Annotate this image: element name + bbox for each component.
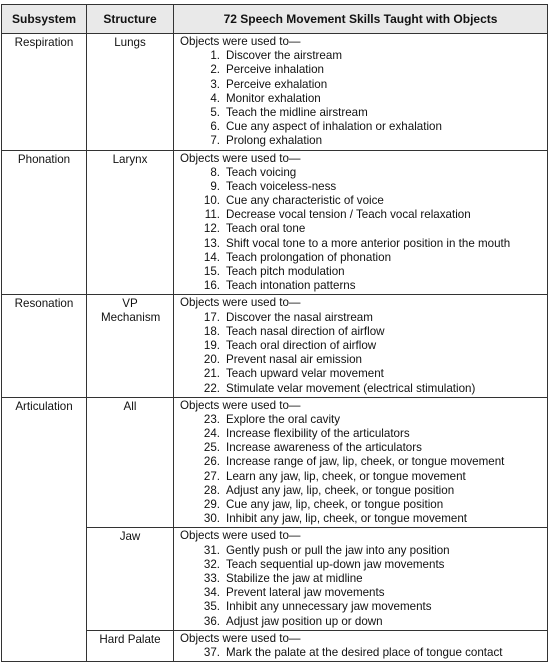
skill-item (180, 512, 547, 526)
skill-text: Teach pitch modulation (226, 265, 345, 278)
skill-number: 22. (203, 381, 220, 395)
skill-item (180, 382, 547, 396)
skill-number: 32. (203, 557, 220, 571)
skill-item (180, 441, 547, 455)
skill-text: Teach nasal direction of airflow (226, 324, 385, 338)
table-row (2, 34, 548, 151)
skill-item (180, 134, 547, 148)
skill-text: Stabilize the jaw at midline (226, 571, 363, 585)
skill-item (180, 311, 547, 325)
skill-number: 13. (203, 236, 220, 250)
skill-text: Gently push or pull the jaw into any position (226, 543, 450, 557)
structure-cell: All (87, 397, 174, 528)
skills-lead-text: Objects were used to— (180, 151, 301, 165)
skill-text: Cue any characteristic of voice (226, 194, 384, 208)
table-row (2, 295, 548, 397)
skills-cell (174, 630, 548, 661)
skills-cell (174, 150, 548, 295)
skill-number: 30. (203, 512, 220, 526)
skill-text: Decrease vocal tension / Teach vocal relaxation (226, 208, 471, 222)
skill-text: Discover the nasal airstream (226, 310, 373, 324)
skill-item (180, 78, 547, 92)
subsystem-cell: Respiration (2, 34, 87, 151)
header-skills: 72 Speech Movement Skills Taught with Objects (174, 5, 548, 34)
skill-number: 1. (210, 49, 220, 63)
skills-cell (174, 528, 548, 630)
skill-text: Adjust jaw position up or down (226, 614, 383, 628)
skill-number: 18. (203, 324, 220, 338)
skill-text: Teach oral tone (226, 222, 306, 236)
skill-number: 2. (210, 63, 220, 77)
skill-number: 9. (210, 179, 220, 193)
skill-number: 28. (203, 483, 220, 497)
skill-number: 8. (210, 165, 220, 179)
skill-item (180, 279, 547, 293)
skill-item (180, 586, 547, 600)
subsystem-cell: Articulation (2, 397, 87, 661)
skill-number: 34. (203, 586, 220, 600)
subsystem-cell: Phonation (2, 150, 87, 295)
skill-item (180, 251, 547, 265)
skill-number: 24. (203, 427, 220, 441)
skill-number: 14. (203, 250, 220, 264)
skill-item (180, 120, 547, 134)
header-structure: Structure (87, 5, 174, 34)
structure-cell: Jaw (87, 528, 174, 630)
skill-number: 33. (203, 571, 220, 585)
skill-item (180, 166, 547, 180)
table-row (2, 397, 548, 528)
skill-item (180, 353, 547, 367)
skill-number: 10. (203, 194, 220, 208)
skill-item (180, 208, 547, 222)
skill-number: 36. (203, 614, 220, 628)
skill-number: 21. (203, 367, 220, 381)
skill-text: Perceive exhalation (226, 77, 328, 91)
skill-number: 4. (210, 91, 220, 105)
skills-lead-text: Objects were used to— (180, 35, 301, 48)
skills-cell (174, 397, 548, 528)
subsystem-cell: Resonation (2, 295, 87, 397)
skill-item (180, 49, 547, 63)
skill-text: Learn any jaw, lip, cheek, or tongue movement (226, 469, 466, 483)
skill-text: Prevent lateral jaw movements (226, 586, 385, 600)
skill-number: 11. (204, 208, 220, 222)
structure-cell: Larynx (87, 150, 174, 295)
skills-table-document (1, 4, 548, 659)
skill-text: Teach prolongation of phonation (226, 250, 392, 264)
skill-text: Stimulate velar movement (electrical stimulation) (226, 381, 476, 395)
skill-item (180, 180, 547, 194)
skill-text: Prevent nasal air emission (226, 353, 362, 367)
skill-item (180, 92, 547, 106)
skill-text: Explore the oral cavity (226, 412, 341, 426)
skill-item (180, 265, 547, 279)
skill-number: 20. (203, 353, 220, 367)
skill-text: Teach upward velar movement (226, 367, 384, 381)
skill-number: 26. (203, 455, 220, 469)
header-subsystem: Subsystem (2, 5, 87, 34)
skill-item (180, 615, 547, 629)
skill-text: Teach sequential up-down jaw movements (226, 557, 445, 571)
skill-item (180, 339, 547, 353)
skill-number: 12. (203, 222, 220, 236)
skill-text: Cue any aspect of inhalation or exhalation (226, 120, 442, 134)
skill-text: Teach voiceless-ness (226, 179, 337, 193)
skill-item (180, 544, 547, 558)
skill-item (180, 455, 547, 469)
skills-cell (174, 295, 548, 397)
skill-number: 23. (203, 412, 220, 426)
skill-text: Cue any jaw, lip, cheek, or tongue position (226, 498, 444, 511)
skill-number: 29. (203, 498, 220, 511)
skill-text: Increase awareness of the articulators (226, 441, 422, 455)
skill-number: 7. (210, 134, 220, 148)
skill-text: Shift vocal tone to a more anterior position in the mouth (226, 236, 511, 250)
skills-lead-text: Objects were used to— (180, 398, 301, 412)
skills-lead-text: Objects were used to— (180, 529, 301, 543)
skill-item (180, 558, 547, 572)
skill-text: Teach oral direction of airflow (226, 338, 377, 352)
skill-item (180, 194, 547, 208)
skill-item (180, 222, 547, 236)
skill-text: Increase range of jaw, lip, cheek, or tongue movement (226, 455, 505, 469)
skill-number: 16. (203, 279, 220, 293)
skill-number: 31. (203, 543, 220, 557)
skill-text: Teach the midline airstream (226, 105, 368, 119)
skills-lead-text: Objects were used to— (180, 631, 301, 645)
skill-text: Teach voicing (226, 165, 297, 179)
skill-item (180, 572, 547, 586)
skill-text: Prolong exhalation (226, 134, 323, 148)
skill-item (180, 646, 547, 660)
skills-table (1, 4, 548, 662)
skill-item (180, 325, 547, 339)
skill-item (180, 106, 547, 120)
header-row (2, 5, 548, 34)
skills-cell (174, 34, 548, 151)
skill-text: Adjust any jaw, lip, cheek, or tongue position (226, 483, 455, 497)
skill-number: 37. (203, 645, 220, 659)
skill-text: Inhibit any unnecessary jaw movements (226, 600, 432, 614)
skill-item (180, 600, 547, 614)
skill-item (180, 237, 547, 251)
skill-number: 3. (210, 77, 220, 91)
skill-text: Mark the palate at the desired place of tongue contact (226, 645, 503, 659)
skill-number: 27. (203, 469, 220, 483)
skill-text: Teach intonation patterns (226, 279, 356, 293)
skill-number: 6. (210, 120, 220, 134)
skill-text: Discover the airstream (226, 49, 342, 63)
skill-item (180, 63, 547, 77)
skill-item (180, 427, 547, 441)
skill-item (180, 367, 547, 381)
skill-text: Monitor exhalation (226, 91, 321, 105)
skills-lead-text: Objects were used to— (180, 296, 301, 310)
skill-number: 17. (203, 310, 220, 324)
skill-item (180, 470, 547, 484)
skill-item (180, 413, 547, 427)
structure-cell: Hard Palate (87, 630, 174, 661)
skill-item (180, 498, 547, 512)
skill-number: 5. (210, 105, 220, 119)
skill-text: Inhibit any jaw, lip, cheek, or tongue movement (226, 512, 468, 526)
structure-cell: Lungs (87, 34, 174, 151)
skill-number: 25. (203, 441, 220, 455)
skill-item (180, 484, 547, 498)
skill-number: 35. (203, 600, 220, 614)
skill-number: 19. (203, 338, 220, 352)
skill-number: 15. (203, 265, 220, 278)
table-body (2, 34, 548, 662)
table-row (2, 150, 548, 295)
structure-cell: VP Mechanism (87, 295, 174, 397)
skill-text: Increase flexibility of the articulators (226, 427, 410, 441)
skill-text: Perceive inhalation (226, 63, 324, 77)
